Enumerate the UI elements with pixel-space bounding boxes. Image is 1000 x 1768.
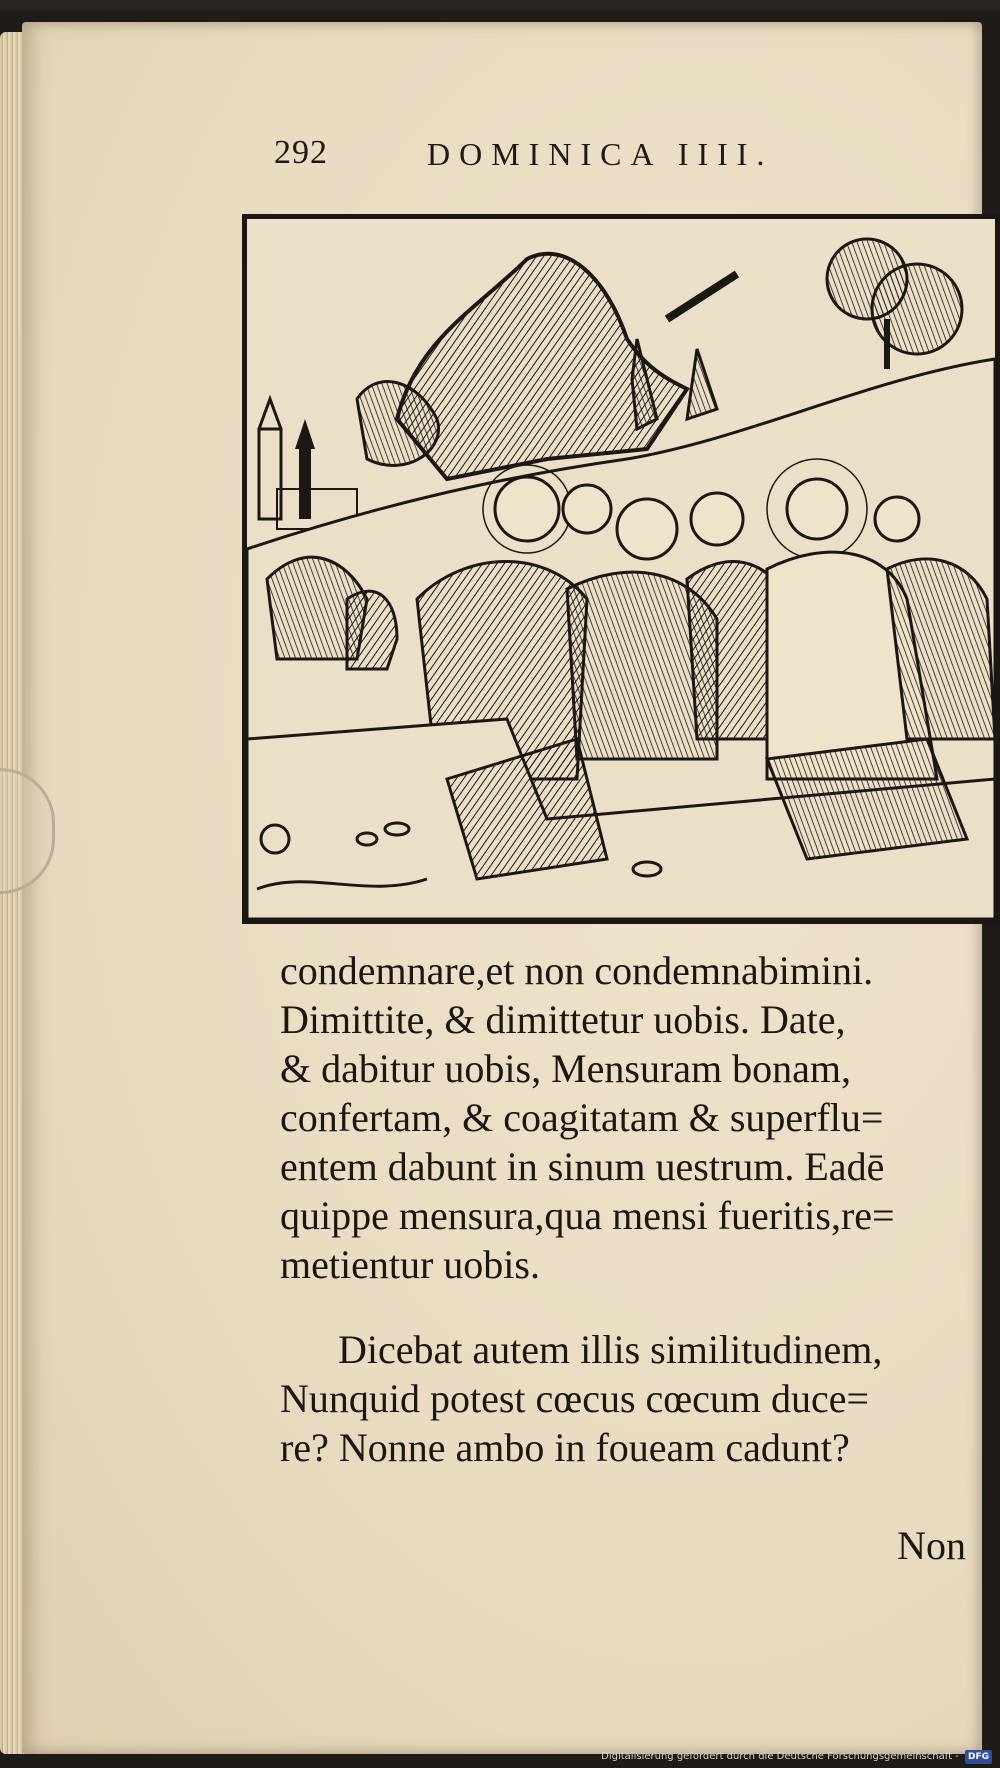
- text-line: Dicebat autem illis similitudinem,: [338, 1327, 883, 1372]
- text-line: re? Nonne ambo in foueam cadunt?: [280, 1425, 850, 1470]
- paragraph-1: [280, 946, 1000, 1289]
- text-line: Nunquid potest cœcus cœcum duce=: [280, 1376, 870, 1421]
- woodcut-illustration: [242, 214, 1000, 924]
- book-scan: [0, 10, 1000, 1768]
- text-line: metientur uobis.: [280, 1242, 540, 1287]
- text-line: Dimittite, & dimittetur uobis. Date,: [280, 997, 846, 1042]
- text-line: condemnare,et non condemnabimini.: [280, 948, 874, 993]
- woodcut-illustration-icon: [247, 219, 995, 919]
- page-number: 292: [274, 134, 328, 171]
- credit-text: Digitalisierung gefördert durch die Deutsche Forschungsgemeinschaft -: [601, 1751, 959, 1762]
- book-page: [22, 22, 982, 1754]
- digitization-credit: [601, 1750, 992, 1764]
- catchword: Non: [897, 1523, 966, 1568]
- main-text: [280, 946, 1000, 1472]
- paragraph-2: [280, 1325, 1000, 1472]
- running-title: DOMINICA IIII.: [427, 136, 774, 172]
- running-header: [274, 134, 934, 184]
- dfg-logo: DFG: [965, 1750, 992, 1764]
- text-line: confertam, & coagitatam & superflu=: [280, 1095, 884, 1140]
- text-line: quippe mensura,qua mensi fueritis,re=: [280, 1193, 895, 1238]
- text-line: & dabitur uobis, Mensuram bonam,: [280, 1046, 852, 1091]
- text-line: entem dabunt in sinum uestrum. Eadē: [280, 1144, 885, 1189]
